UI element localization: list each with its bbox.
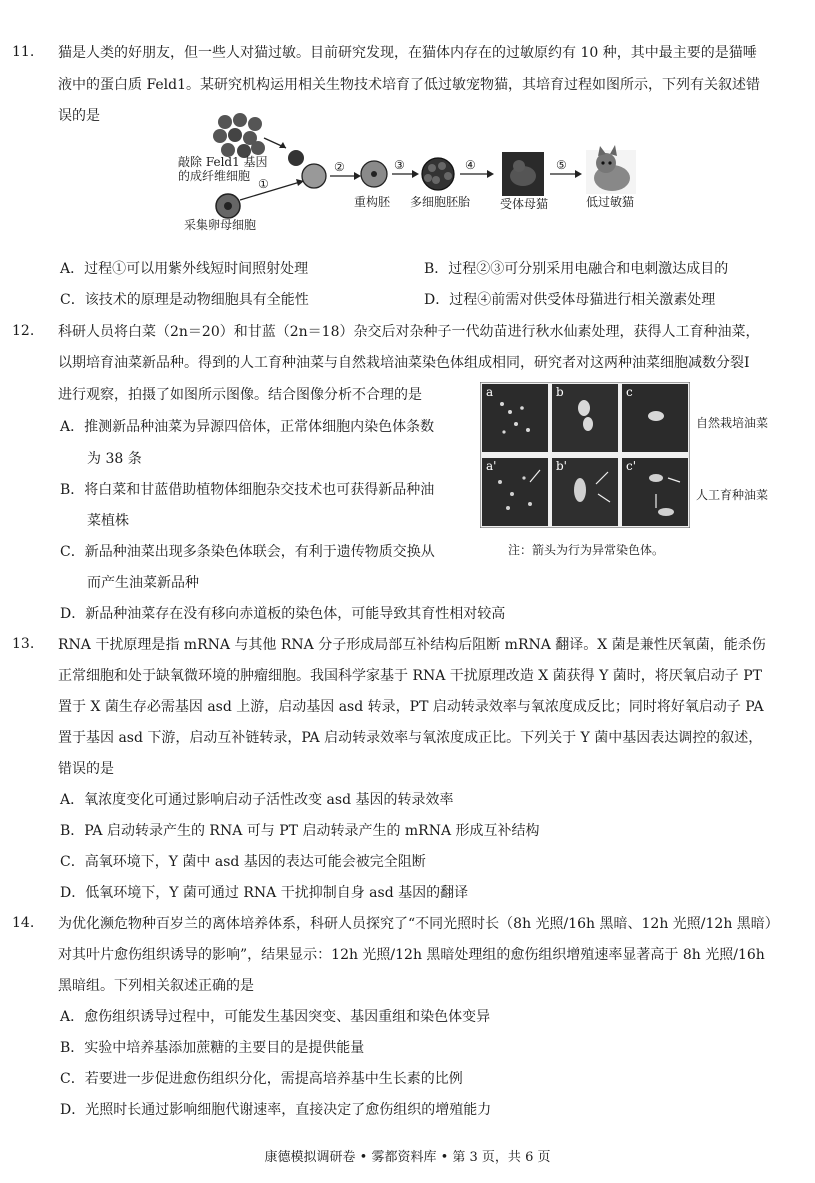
panel-label-c: c: [626, 385, 633, 399]
q12-number: 12.: [12, 323, 35, 339]
q12-option-d: D．新品种油菜存在没有移向赤道板的染色体，可能导致其育性相对较高: [60, 606, 506, 622]
q12-option-c-line2: 而产生油菜新品种: [87, 575, 199, 591]
multicell-embryo-icon: [422, 158, 454, 190]
q12-stem-line2: 以期培育油菜新品种。得到的人工育种油菜与自然栽培油菜染色体组成相同，研究者对这两种油菜细胞减数分裂I: [58, 355, 750, 371]
q13-stem-line4: 置于基因 asd 下游，启动互补链转录，PA 启动转录效率与氧浓度成正比。下列关于 Y 菌中基因表达调控的叙述，: [58, 730, 763, 746]
q11-option-b: B．过程②③可分别采用电融合和电刺激达成目的: [424, 261, 729, 277]
q13-stem-line1: RNA 干扰原理是指 mRNA 与其他 RNA 分子形成局部互补结构后阻断 mRNA 翻译。X 菌是兼性厌氧菌，能杀伤: [58, 637, 766, 653]
q12-option-a-line2: 为 38 条: [87, 451, 142, 467]
q14-stem-line1: 为优化濒危物种百岁兰的离体培养体系，科研人员探究了“不同光照时长（8h 光照/16h 黑暗、12h 光照/12h 黑暗）: [58, 916, 779, 932]
step-4-label: ④: [465, 158, 476, 172]
q12-option-a-line1: A．推测新品种油菜为异源四倍体，正常体细胞内染色体条数: [60, 419, 435, 435]
step-3-label: ③: [394, 158, 405, 172]
q12-stem-line1: 科研人员将白菜（2n＝20）和甘蓝（2n＝18）杂交后对杂种子一代幼苗进行秋水仙素处理，获得人工育种油菜，: [58, 324, 760, 340]
q14-number: 14.: [12, 915, 35, 931]
q13-option-d: D．低氧环境下，Y 菌可通过 RNA 干扰抑制自身 asd 基因的翻译: [60, 885, 469, 901]
q12-option-b-line2: 菜植株: [87, 513, 129, 529]
q14-option-d: D．光照时长通过影响细胞代谢速率，直接决定了愈伤组织的增殖能力: [60, 1102, 492, 1118]
q12-option-b-line1: B．将白菜和甘蓝借助植物体细胞杂交技术也可获得新品种油: [60, 482, 435, 498]
q11-option-c: C．该技术的原理是动物细胞具有全能性: [60, 292, 309, 308]
page-footer: 康德模拟调研卷 • 雾都资料库 • 第 3 页，共 6 页: [264, 1150, 551, 1165]
panel-label-b: b: [556, 385, 564, 399]
multicell-embryo-label: 多细胞胚胎: [410, 195, 471, 209]
q13-number: 13.: [12, 636, 35, 652]
q12-option-c-line1: C．新品种油菜出现多条染色体联会，有利于遗传物质交换从: [60, 544, 435, 560]
step-2-label: ②: [334, 160, 345, 174]
q14-stem-line3: 黑暗组。下列相关叙述正确的是: [58, 978, 254, 994]
q14-option-b: B．实验中培养基添加蔗糖的主要目的是提供能量: [60, 1040, 365, 1056]
q13-option-a: A．氧浓度变化可通过影响启动子活性改变 asd 基因的转录效率: [60, 792, 454, 808]
q13-stem-line2: 正常细胞和处于缺氧微环境的肿瘤细胞。我国科学家基于 RNA 干扰原理改造 X 菌获得 Y 菌时，将厌氧启动子 PT: [58, 668, 763, 684]
reconstructed-embryo-label: 重构胚: [354, 195, 391, 209]
q13-stem-line3: 置于 X 菌生存必需基因 asd 上游，启动基因 asd 转录，PT 启动转录效率与氧浓度成反比；同时将好氧启动子 PA: [58, 699, 764, 715]
q11-stem-line1: 猫是人类的好朋友，但一些人对猫过敏。目前研究发现，在猫体内存在的过敏原约有 10 种，其中最主要的是猫唾: [58, 45, 757, 61]
fibroblast-label-1: 敲除 Feld1 基因: [178, 155, 268, 169]
q14-option-c: C．若要进一步促进愈伤组织分化，需提高培养基中生长素的比例: [60, 1071, 463, 1087]
q13-option-c: C．高氧环境下，Y 菌中 asd 基因的表达可能会被完全阻断: [60, 854, 426, 870]
q13-option-b: B．PA 启动转录产生的 RNA 可与 PT 启动转录产生的 mRNA 形成互补结构: [60, 823, 540, 839]
panel-label-b-prime: b': [556, 459, 567, 473]
q12-chromosome-micrographs: [480, 382, 690, 528]
panel-label-c-prime: c': [626, 459, 637, 473]
step-5-label: ⑤: [556, 158, 567, 172]
panel-label-a: a: [486, 385, 494, 399]
panel-label-a-prime: a': [486, 459, 497, 473]
q14-option-a: A．愈伤组织诱导过程中，可能发生基因突变、基因重组和染色体变异: [60, 1009, 491, 1025]
q12-row1-label: 自然栽培油菜: [696, 416, 769, 430]
q14-stem-line2: 对其叶片愈伤组织诱导的影响”，结果显示：12h 光照/12h 黑暗处理组的愈伤组织增殖速率显著高于 8h 光照/16h: [58, 947, 765, 963]
fused-cell-icon: [302, 164, 326, 188]
step-1-label: ①: [258, 177, 269, 191]
q11-option-d: D．过程④前需对供受体母猫进行相关激素处理: [424, 292, 716, 308]
recipient-cat-label: 受体母猫: [500, 197, 549, 211]
q11-option-a: A．过程①可以用紫外线短时间照射处理: [60, 261, 309, 277]
q11-stem-line3: 误的是: [58, 108, 100, 124]
q12-stem-line3: 进行观察，拍摄了如图所示图像。结合图像分析不合理的是: [58, 387, 422, 403]
q12-figure-note: 注：箭头为行为异常染色体。: [508, 543, 665, 557]
q11-stem-line2: 液中的蛋白质 Feld1。某研究机构运用相关生物技术培育了低过敏宠物猫，其培育过程如图所示，下列有关叙述错: [58, 77, 761, 93]
q11-cloning-diagram: [160, 108, 650, 238]
fibroblast-label-2: 的成纤维细胞: [178, 169, 251, 183]
q12-row2-label: 人工育种油菜: [696, 488, 769, 502]
low-allergy-cat-label: 低过敏猫: [586, 195, 635, 209]
fibroblast-cluster-icon: [213, 113, 265, 158]
donor-nucleus-icon: [288, 150, 304, 166]
q11-number: 11.: [12, 44, 35, 60]
q13-stem-line5: 错误的是: [58, 761, 114, 777]
oocyte-label: 采集卵母细胞: [184, 218, 257, 232]
low-allergy-kitten-image: [586, 145, 636, 194]
